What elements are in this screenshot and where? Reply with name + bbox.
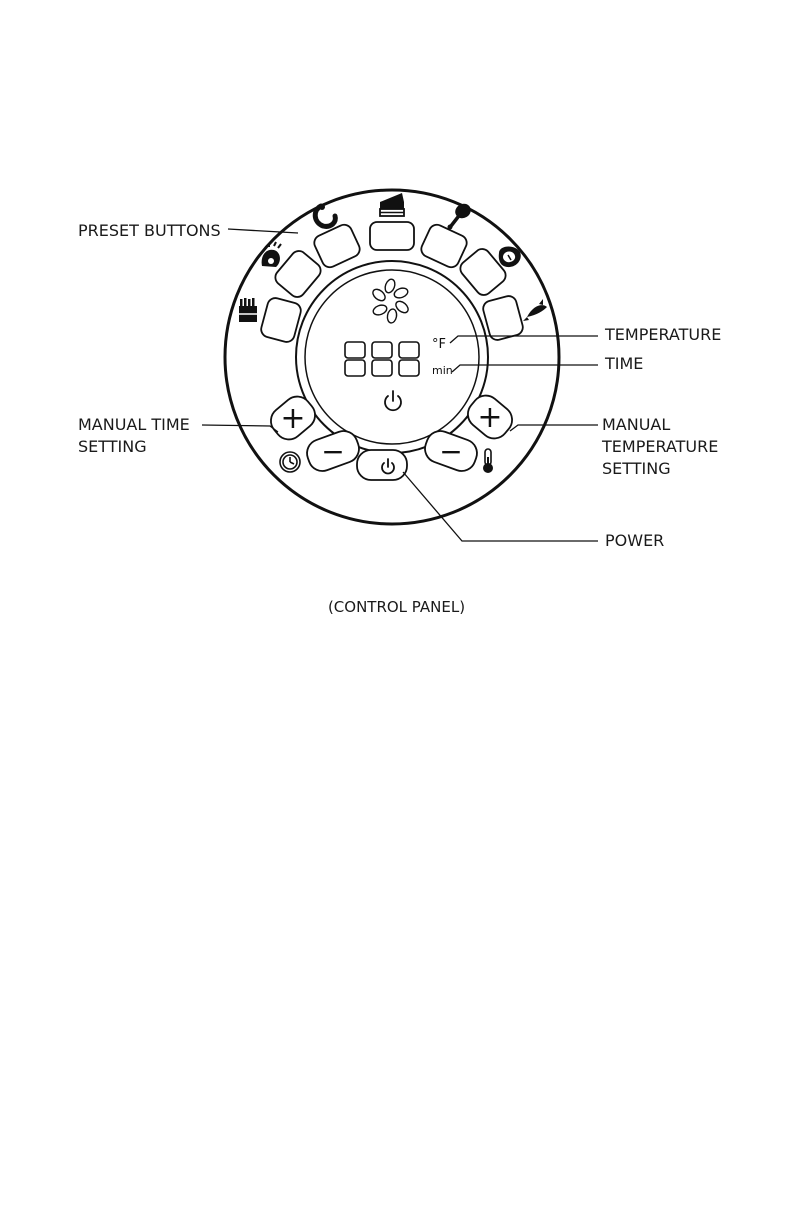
preset-button-7[interactable] [481,294,524,341]
preset-button-3[interactable] [312,222,363,270]
preset-buttons-group [259,222,524,344]
thermometer-icon [483,449,493,473]
leader-manual-temp [510,425,598,431]
power-button[interactable] [357,450,407,480]
digit-2 [372,342,392,376]
digit-1 [345,342,365,376]
time-minus-symbol: − [321,435,345,468]
label-manual-temp-line3: SETTING [602,459,671,478]
label-time: TIME [605,354,644,373]
label-manual-temp-line1: MANUAL [602,415,671,434]
preset-button-4[interactable] [370,222,414,250]
label-preset-buttons: PRESET BUTTONS [78,221,221,240]
fish-icon [523,299,547,321]
digit-display [345,342,419,376]
label-manual-time-line2: SETTING [78,437,147,456]
chicken-leg-icon [262,242,281,267]
cake-icon [380,193,404,216]
label-manual-temperature [602,414,718,480]
label-manual-temp-line2: TEMPERATURE [602,437,719,456]
leader-temperature [450,336,598,343]
clock-icon [280,452,300,472]
steak-icon [499,246,521,267]
temp-minus-symbol: − [439,435,463,468]
temp-unit-text: °F [432,337,446,352]
leader-time [452,365,598,372]
leader-preset [228,229,298,233]
label-manual-time [78,414,190,458]
power-icon [385,391,401,410]
label-power: POWER [605,531,665,550]
fries-icon [239,298,257,322]
drumstick-icon [448,201,474,230]
time-unit-text: min [432,364,453,377]
temp-plus-symbol: + [477,400,503,435]
digits-text: 888 [0,0,2,1]
caption: (CONTROL PANEL) [327,598,466,616]
digit-3 [399,342,419,376]
preset-button-2[interactable] [272,248,324,300]
fan-icon [371,278,411,324]
shrimp-icon [315,204,335,226]
label-temperature: TEMPERATURE [605,325,722,344]
time-plus-symbol: + [280,401,306,436]
label-manual-time-line1: MANUAL TIME [78,415,190,434]
preset-button-1[interactable] [259,296,302,343]
